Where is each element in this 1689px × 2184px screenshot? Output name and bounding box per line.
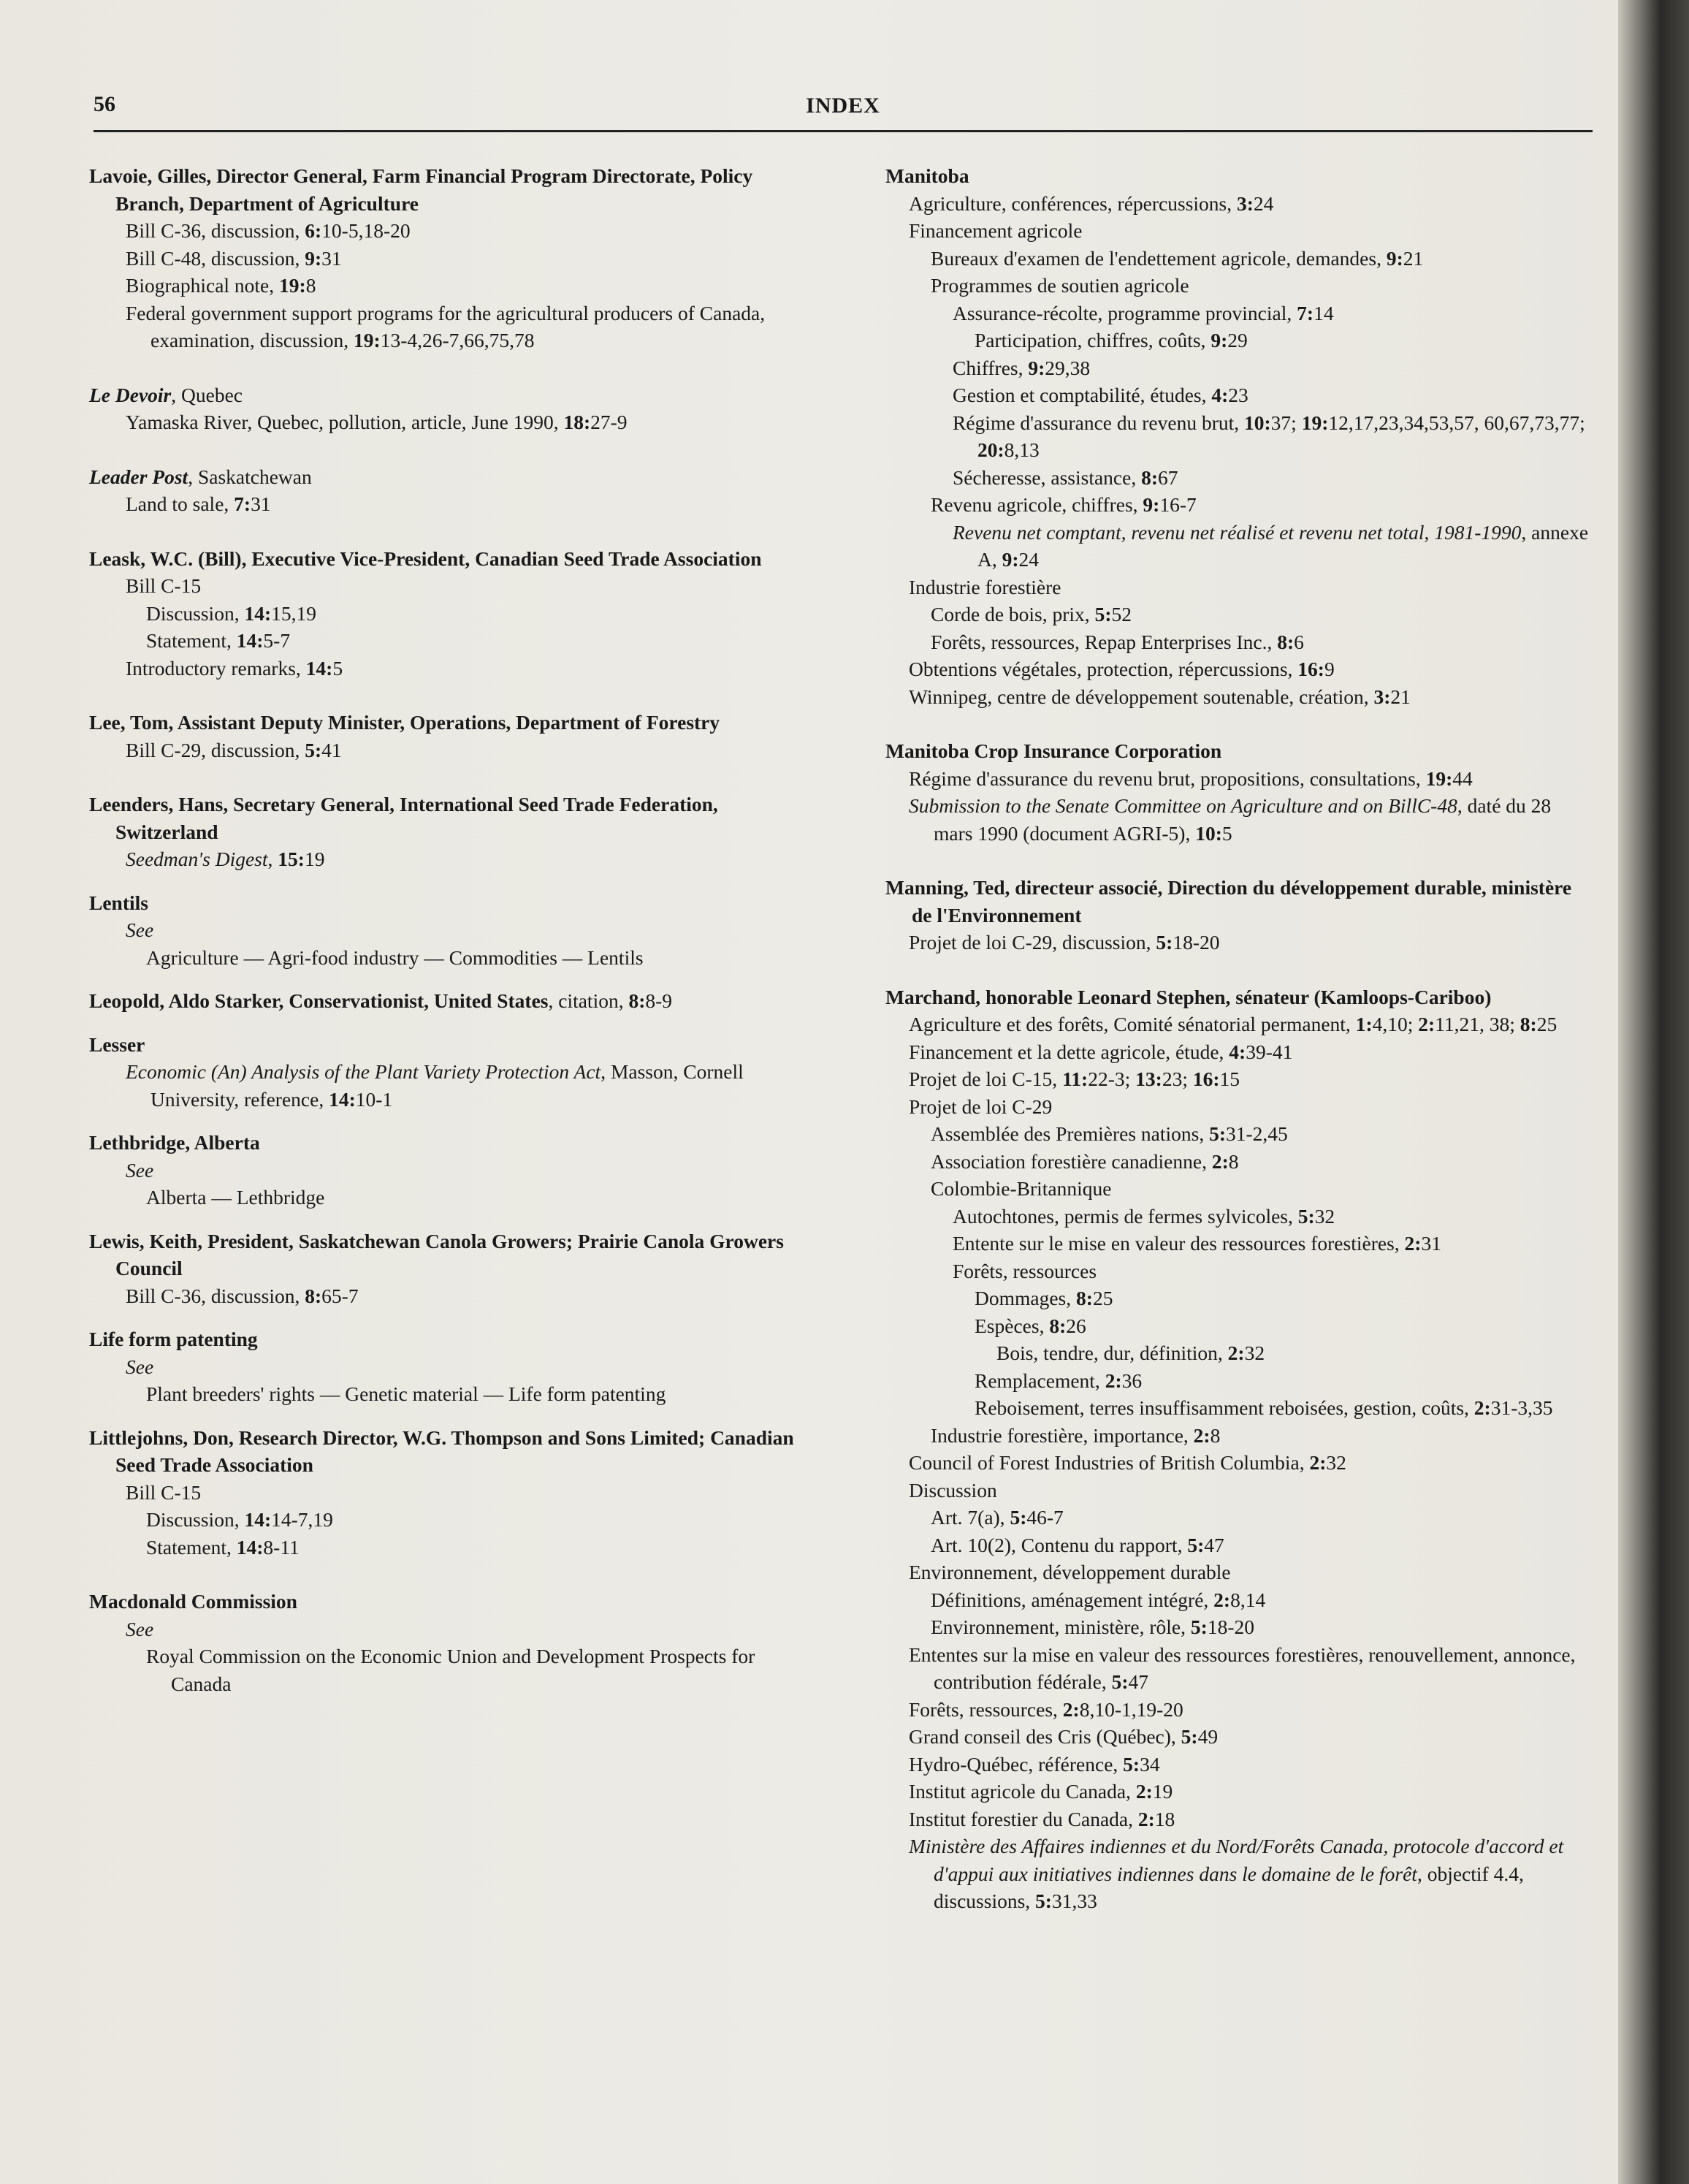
see-reference: See: [126, 1355, 154, 1378]
page-number: 56: [94, 92, 115, 116]
entry-heading: Lentils: [89, 891, 148, 914]
left-column: [89, 162, 820, 1724]
index-entry-lewis: [89, 1228, 820, 1310]
entry-heading: Marchand, honorable Leonard Stephen, sénateur (Kamloops-Cariboo): [885, 985, 1492, 1008]
subentry: Discussion: [909, 1478, 997, 1502]
subentry: Autochtones, permis de fermes sylvicoles, 5:32: [953, 1204, 1335, 1228]
index-entry-lavoie: [89, 162, 820, 354]
subentry: Art. 7(a), 5:46-7: [931, 1506, 1064, 1529]
entry-heading: Macdonald Commission: [89, 1590, 297, 1613]
subentry: Projet de loi C-29: [909, 1095, 1053, 1118]
page-header: [94, 86, 1593, 132]
subentry: Bill C-15: [126, 574, 202, 597]
subentry: Colombie-Britannique: [931, 1177, 1112, 1200]
subentry: Régime d'assurance du revenu brut, 10:37; 19:12,17,23,34,53,57, 60,67,73,77; 20:8,13: [953, 411, 1585, 461]
subentry: Corde de bois, prix, 5:52: [931, 603, 1132, 625]
subentry: Agriculture — Agri-food industry — Commodities — Lentils: [146, 945, 644, 969]
page-title: INDEX: [806, 94, 880, 118]
subentry: Programmes de soutien agricole: [931, 274, 1189, 297]
subentry: Remplacement, 2:36: [975, 1369, 1143, 1392]
entry-heading: Manitoba: [885, 164, 969, 187]
subentry: Forêts, ressources, Repap Enterprises Inc., 8:6: [931, 630, 1304, 653]
subentry: Ministère des Affaires indiennes et du Nord/Forêts Canada, protocole d'accord et d'appui aux initiatives indiennes dans le domaine de le forêt, objectif 4.4, discussions, 5:31,33: [909, 1835, 1564, 1912]
subentry: Projet de loi C-29, discussion, 5:18-20: [909, 931, 1220, 954]
index-entry-manning: [885, 874, 1593, 956]
subentry: Entente sur le mise en valeur des ressources forestières, 2:31: [953, 1232, 1441, 1255]
right-column: [885, 162, 1593, 1942]
subentry: Revenu net comptant, revenu net réalisé et revenu net total, 1981-1990, annexe A, 9:24: [953, 520, 1589, 571]
index-entry-marchand: [885, 983, 1593, 1915]
index-entry-lentils: [89, 889, 820, 972]
entry-heading: Life form patenting: [89, 1328, 258, 1350]
subentry: Land to sale, 7:31: [126, 492, 271, 515]
subentry: Biographical note, 19:8: [126, 274, 316, 297]
subentry: Obtentions végétales, protection, répercussions, 16:9: [909, 658, 1335, 680]
subentry: Participation, chiffres, coûts, 9:29: [975, 329, 1248, 351]
subentry: Gestion et comptabilité, études, 4:23: [953, 384, 1248, 406]
subentry: Projet de loi C-15, 11:22-3; 13:23; 16:15: [909, 1068, 1240, 1090]
subentry: Association forestière canadienne, 2:8: [931, 1149, 1239, 1173]
subentry: Financement agricole: [909, 219, 1083, 242]
subentry: Grand conseil des Cris (Québec), 5:49: [909, 1725, 1219, 1748]
subentry: Statement, 14:8-11: [146, 1535, 300, 1559]
entry-heading: Leask, W.C. (Bill), Executive Vice-President, Canadian Seed Trade Association: [89, 547, 762, 570]
entry-heading: Manning, Ted, directeur associé, Direction du développement durable, ministère de l'Environnement: [885, 876, 1572, 927]
see-reference: See: [126, 918, 154, 941]
see-reference: See: [126, 1617, 154, 1640]
entry-heading: Le Devoir, Quebec: [89, 383, 243, 406]
subentry: Forêts, ressources, 2:8,10-1,19-20: [909, 1697, 1183, 1721]
entry-heading: Lethbridge, Alberta: [89, 1131, 260, 1154]
index-entry-leader-post: [89, 463, 820, 518]
index-entry-leopold: [89, 987, 820, 1015]
subentry: Bill C-36, discussion, 8:65-7: [126, 1284, 359, 1307]
book-spine-shadow: [1618, 0, 1689, 2184]
subentry: Sécheresse, assistance, 8:67: [953, 465, 1178, 489]
subentry: Agriculture et des forêts, Comité sénatorial permanent, 1:4,10; 2:11,21, 38; 8:25: [909, 1013, 1558, 1035]
index-entry-life-form-patenting: [89, 1325, 820, 1408]
subentry: Bill C-15: [126, 1480, 202, 1504]
subentry: Bill C-29, discussion, 5:41: [126, 738, 342, 761]
subentry: Assemblée des Premières nations, 5:31-2,45: [931, 1122, 1288, 1145]
subentry: Régime d'assurance du revenu brut, propositions, consultations, 19:44: [909, 766, 1473, 790]
index-entry-leenders: [89, 791, 820, 873]
entry-heading: Leenders, Hans, Secretary General, International Seed Trade Federation, Switzerland: [89, 793, 718, 843]
subentry: Institut forestier du Canada, 2:18: [909, 1807, 1175, 1830]
subentry: Plant breeders' rights — Genetic material — Life form patenting: [146, 1382, 666, 1405]
subentry: Bill C-48, discussion, 9:31: [126, 246, 342, 270]
subentry: Yamaska River, Quebec, pollution, article, June 1990, 18:27-9: [126, 411, 628, 433]
subentry: Ententes sur la mise en valeur des ressources forestières, renouvellement, annonce, contribution fédérale, 5:47: [909, 1643, 1576, 1693]
subentry: Revenu agricole, chiffres, 9:16-7: [931, 493, 1197, 516]
subentry: Economic (An) Analysis of the Plant Variety Protection Act, Masson, Cornell University, reference, 14:10-1: [126, 1060, 744, 1111]
index-entry-leask: [89, 545, 820, 682]
subentry: Espèces, 8:26: [975, 1314, 1086, 1337]
subentry: Chiffres, 9:29,38: [953, 356, 1091, 379]
index-entry-lee: [89, 709, 820, 764]
index-entry-manitoba: [885, 162, 1593, 710]
index-entry-lethbridge: [89, 1129, 820, 1211]
subentry: Discussion, 14:15,19: [146, 601, 316, 625]
index-entry-le-devoir: [89, 381, 820, 436]
subentry: Winnipeg, centre de développement soutenable, création, 3:21: [909, 685, 1411, 708]
subentry: Royal Commission on the Economic Union and Development Prospects for Canada: [146, 1645, 755, 1695]
subentry: Statement, 14:5-7: [146, 629, 291, 652]
subentry: Environnement, développement durable: [909, 1561, 1231, 1583]
entry-heading: Lavoie, Gilles, Director General, Farm Financial Program Directorate, Policy Branch, Department of Agriculture: [89, 164, 753, 215]
subentry: Alberta — Lethbridge: [146, 1186, 325, 1209]
entry-heading: Littlejohns, Don, Research Director, W.G. Thompson and Sons Limited; Canadian Seed Trade Association: [89, 1426, 794, 1476]
subentry: Submission to the Senate Committee on Agriculture and on BillC-48, daté du 28 mars 1990 (document AGRI-5), 10:5: [909, 794, 1552, 845]
subentry: Reboisement, terres insuffisamment reboisées, gestion, coûts, 2:31-3,35: [975, 1396, 1553, 1419]
subentry: Forêts, ressources: [953, 1259, 1097, 1282]
subentry: Bill C-36, discussion, 6:10-5,18-20: [126, 219, 411, 242]
subentry: Dommages, 8:25: [975, 1287, 1113, 1309]
index-entry-macdonald-commission: [89, 1588, 820, 1697]
entry-heading: Lee, Tom, Assistant Deputy Minister, Operations, Department of Forestry: [89, 711, 720, 734]
subentry: Bureaux d'examen de l'endettement agricole, demandes, 9:21: [931, 246, 1424, 270]
index-entry-manitoba-crop-insurance: [885, 737, 1593, 847]
subentry: Introductory remarks, 14:5: [126, 656, 343, 680]
entry-heading: Leopold, Aldo Starker, Conservationist, United States, citation, 8:8-9: [89, 989, 673, 1012]
entry-heading: Lesser: [89, 1032, 145, 1056]
index-entry-lesser: [89, 1031, 820, 1114]
subentry: Council of Forest Industries of British Columbia, 2:32: [909, 1451, 1346, 1474]
subentry: Hydro-Québec, référence, 5:34: [909, 1752, 1160, 1776]
entry-heading: Manitoba Crop Insurance Corporation: [885, 739, 1222, 762]
subentry: Federal government support programs for the agricultural producers of Canada, examination, discussion, 19:13-4,26-7,66,75,78: [126, 301, 766, 351]
subentry: Industrie forestière: [909, 575, 1061, 598]
entry-heading: Lewis, Keith, President, Saskatchewan Canola Growers; Prairie Canola Growers Council: [89, 1229, 784, 1279]
subentry: Institut agricole du Canada, 2:19: [909, 1780, 1173, 1803]
subentry: Environnement, ministère, rôle, 5:18-20: [931, 1616, 1254, 1638]
subentry: Financement et la dette agricole, étude, 4:39-41: [909, 1040, 1293, 1063]
subentry: Art. 10(2), Contenu du rapport, 5:47: [931, 1533, 1224, 1556]
index-entry-littlejohns: [89, 1424, 820, 1561]
subentry: Définitions, aménagement intégré, 2:8,14: [931, 1588, 1266, 1611]
subentry: Seedman's Digest, 15:19: [126, 848, 325, 870]
subentry: Discussion, 14:14-7,19: [146, 1508, 333, 1531]
see-reference: See: [126, 1158, 154, 1182]
subentry: Bois, tendre, dur, définition, 2:32: [996, 1342, 1265, 1364]
subentry: Industrie forestière, importance, 2:8: [931, 1423, 1221, 1447]
entry-heading: Leader Post, Saskatchewan: [89, 465, 312, 488]
subentry: Agriculture, conférences, répercussions, 3:24: [909, 191, 1274, 215]
subentry: Assurance-récolte, programme provincial, 7:14: [953, 301, 1334, 324]
